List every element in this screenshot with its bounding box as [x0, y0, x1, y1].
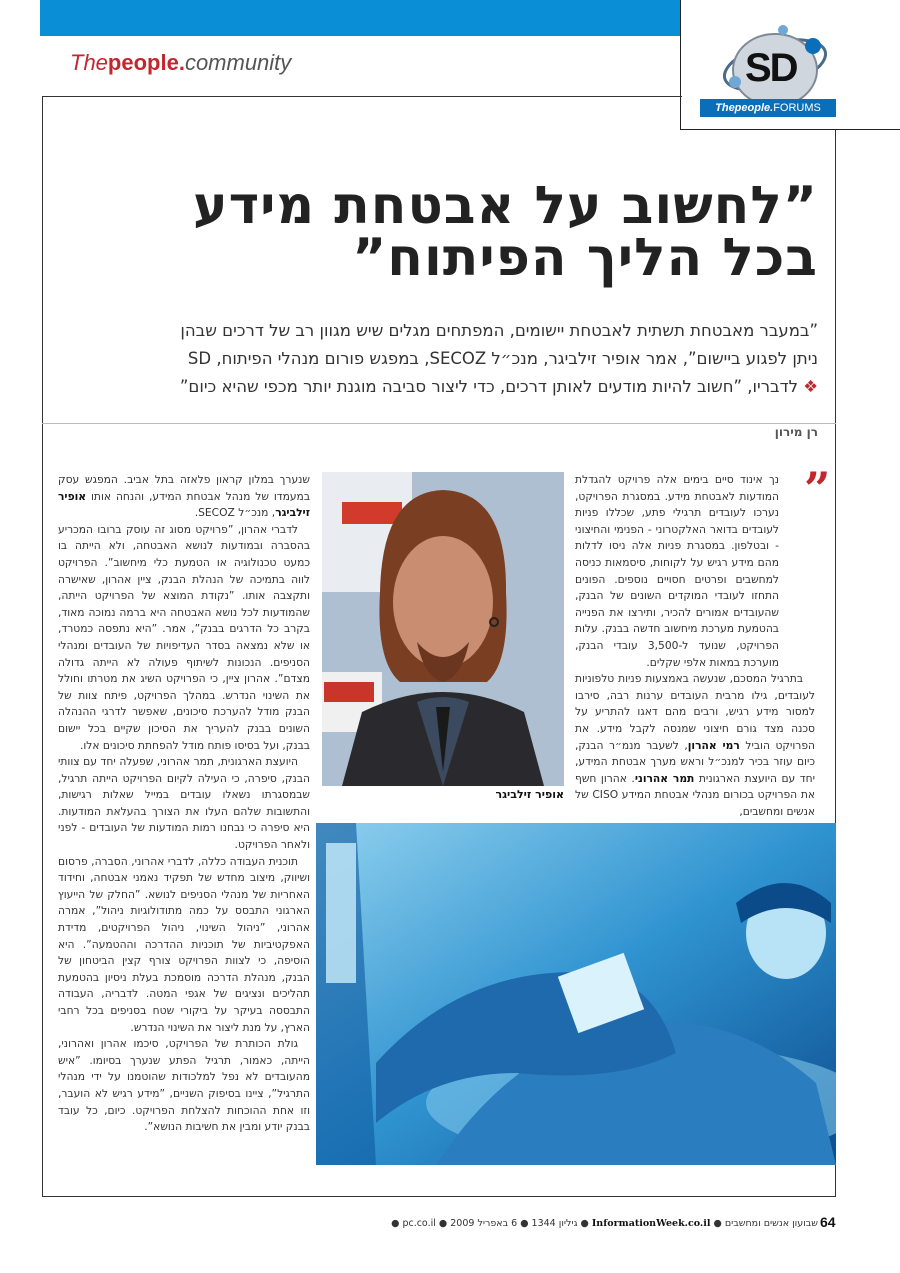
paragraph: היועצת הארגונית, תמר אהרוני, שפעלה יחד עם צוותי הבנק, סיפרה, כי העילה לקיום הפרויקט הייתה תרגיל, שבמסגרתו נשאלו עובדים במייל שאלות רגישות, והתשובות שלהם העלו את הצורך בהעלאת המודעות. היא סיפרה כי נבחנו רמות המודעות של העובדים - לפני ולאחר הפרויקט.	[58, 755, 310, 852]
footer-date: 6 באפריל 2009	[450, 1218, 518, 1229]
footer-site: InformationWeek.co.il	[591, 1218, 711, 1229]
paragraph: שנערך במלון קראון פלאזה בתל אביב. המפגש עסק במעמדו של מנהל אבטחת המידע, והנחה אותו אופיר זילביגר, מנכ״ל SECOZ.	[58, 473, 310, 520]
page-footer: שבועון אנשים ומחשבים ● InformationWeek.co.il ● גיליון 1344 ● 6 באפריל 2009 ● pc.co.il ●	[391, 1218, 818, 1229]
lead-line-3	[98, 372, 818, 401]
speaker-photo	[322, 472, 564, 786]
brand-community: community	[184, 50, 292, 75]
top-divider	[42, 96, 682, 97]
photo-caption: אופיר זילביגר	[495, 788, 564, 801]
bottom-border	[42, 1196, 836, 1197]
paragraph: לדברי אהרון, ”פרויקט מסוג זה עוסק ברובו המכריע בהסברה ובמודעות לנושא האבטחה, ולא הייתה בו כמעט טכנולוגיה או הטמעת כלי מיחשוב”. הפרויקט לווה בתמיכה של הנהלת הבנק, ציין אהרון, שאישרה ותקצבה אותו. ”נקודת המוצא של הפרויקט הייתה, שהמודעות לכל נושא האבטחה היא ברמה נמוכה מאוד, בקרב כל הדרגים בבנק”, אמר. ”היא נתפסה כמטרד, או שלא נמצאה בסדר העדיפויות של העובדים ומנהלי הסניפים. הנכונות לשיתוף פעולה לא הייתה גדולה מצדם”. אהרון ציין, כי הפרויקט השיג את מטרתו וחולל את השינוי הנדרש. במהלך הפרויקט, פיתח צוות של הבנק מודל להערכת סיכונים, שאפשר לדרגי ההנהלה השונים בבנק להעריך את הסיכון שקיים בכל יישום בבנק, ועל בסיסו פותח מודל להפחתת סיכונים אלו.	[58, 522, 310, 752]
diamond-icon: ❖	[803, 377, 818, 396]
article-column-right	[575, 472, 815, 820]
brand-logo	[70, 50, 291, 76]
paragraph: תוכנית העבודה כללה, לדברי אהרוני, הסברה, פרסום ושיווק, מיצוב מחדש של תפקיד נאמני אבטחה, וחידוד האחריות של מנהלי הסניפים לנושא. ”החלק של הייעוץ הארגוני התבסס על כמה מתודולוגיות ניהול”, אמרה אהרוני, ”ניהול השינוי, ניהול הפרויקטים, מדידת האפקטיביות של תוכניות ההדרכה וההטמעה”. היא הוסיפה, כי לצוות הפרויקט צורף קצין הביטחון של הבנק, מנהלת הדרכה מוסמכת בעלת ניסיון בהטמעת תהליכים ונציגים של אגפי המטה. לדבריה, העבודה התבססה בעיקר על ביקורי שטח בסניפים בכל רחבי הארץ, על מנת ליצור את השינוי הנדרש.	[58, 854, 310, 1034]
name-highlight: רמי אהרון	[687, 738, 740, 752]
name-highlight: אופיר זילביגר	[58, 489, 310, 520]
footer-magazine: שבועון אנשים ומחשבים	[724, 1218, 818, 1229]
lead-line-3-text: לדבריו, ”חשוב להיות מודעים לאותן דרכים, כדי ליצור סביבה מוגנת יותר מכפי שהיא כיום”	[179, 377, 798, 396]
quote-mark: ”	[804, 462, 831, 516]
forums-label	[700, 99, 836, 117]
article-column-left	[58, 472, 310, 1136]
forums-people-label: Thepeople.	[715, 102, 774, 114]
brand-the: The	[70, 50, 108, 75]
headline-line-1: ”לחשוב על אבטחת מידע	[192, 176, 818, 236]
lead-line-2: ניתן לפגוע ביישום”, אמר אופיר זילביגר, מנכ״ל SECOZ, במפגש פורום מנהלי הפיתוח, SD	[187, 349, 818, 368]
paragraph: נך אינוד סיים בימים אלה פרויקט להגדלת המודעות לאבטחת מידע. במסגרת הפרויקט, נערכו לעובדים תרגילי פתע, שכללו פניות לעובדים בדואר האלקטרוני - הפנימי והחיצוני - ובטלפון. במסגרת פניות אלה ניסו לדלות מהם מידע רגיש על לקוחות, סיסמאות כניסה למחשבים ופרטים חסויים נוספים. הפונים התחזו לעובדי המוקדים השונים של הבנק, שהעובדים אמורים להכיר, ותירצו את הפנייה בהטמעת מערכת מיחשוב חדשה בבנק. עלות הפרויקט, שנועד ל-3,500 עובדי הבנק, מוערכת במאות אלפי שקלים.	[575, 473, 779, 669]
footer-issue: גיליון 1344	[531, 1218, 578, 1229]
name-highlight: תמר אהרוני	[634, 771, 695, 785]
top-color-bar	[40, 0, 680, 36]
left-border	[42, 96, 43, 1196]
paragraph: גולת הכותרת של הפרויקט, סיכמו אהרון ואהרוני, הייתה, כאמור, תרגיל הפתע שנערך בסיומו. ”איש מהעובדים לא נפל למלכודות שהוטמנו על ידי מנהלי התרגיל”, ציינו בסיפוק השניים, ”מידע רגיש לא הועבר, וזו אחת ההוכחות להצלחת הפרויקט. כיום, כל עובד בבנק יודע ומבין את חשיבות הנושא”.	[58, 1037, 310, 1134]
lead-line-1: ”במעבר מאבטחת תשתית לאבטחת יישומים, המפתחים מגלים שיש מגוון רב של דרכים שבהן	[180, 321, 818, 340]
author-byline: רן מירון	[774, 425, 818, 439]
forums-text: FORUMS	[773, 102, 821, 114]
developer-illustration	[316, 823, 836, 1165]
brand-people: people.	[107, 50, 185, 75]
headline-line-2: בכל הליך הפיתוח”	[352, 228, 818, 288]
page-number: 64	[820, 1214, 836, 1230]
paragraph: בתרגיל המסכם, שנעשה באמצעות פניות טלפוניות לעובדים, גילו מרבית העובדים ערנות רבה, סירבו למסור מידע רגיש, ורבים מהם דאגו להתריע על סכנה מצד גורם חיצוני שמנסה לקבל מידע. את הפרויקט הוביל רמי אהרון, לשעבר מנמ״ר הבנק, כיום עוזר בכיר למנכ״ל וראש מערך אבטחת המידע, יחד עם היועצת הארגונית תמר אהרוני. אהרון חשף את הפרויקט בכורום מנהלי אבטחת המידע CISO של אנשים ומחשבים,	[575, 672, 815, 818]
footer-domain: pc.co.il	[402, 1218, 436, 1229]
author-divider	[42, 423, 836, 424]
sd-logo-letters: SD	[745, 46, 797, 90]
